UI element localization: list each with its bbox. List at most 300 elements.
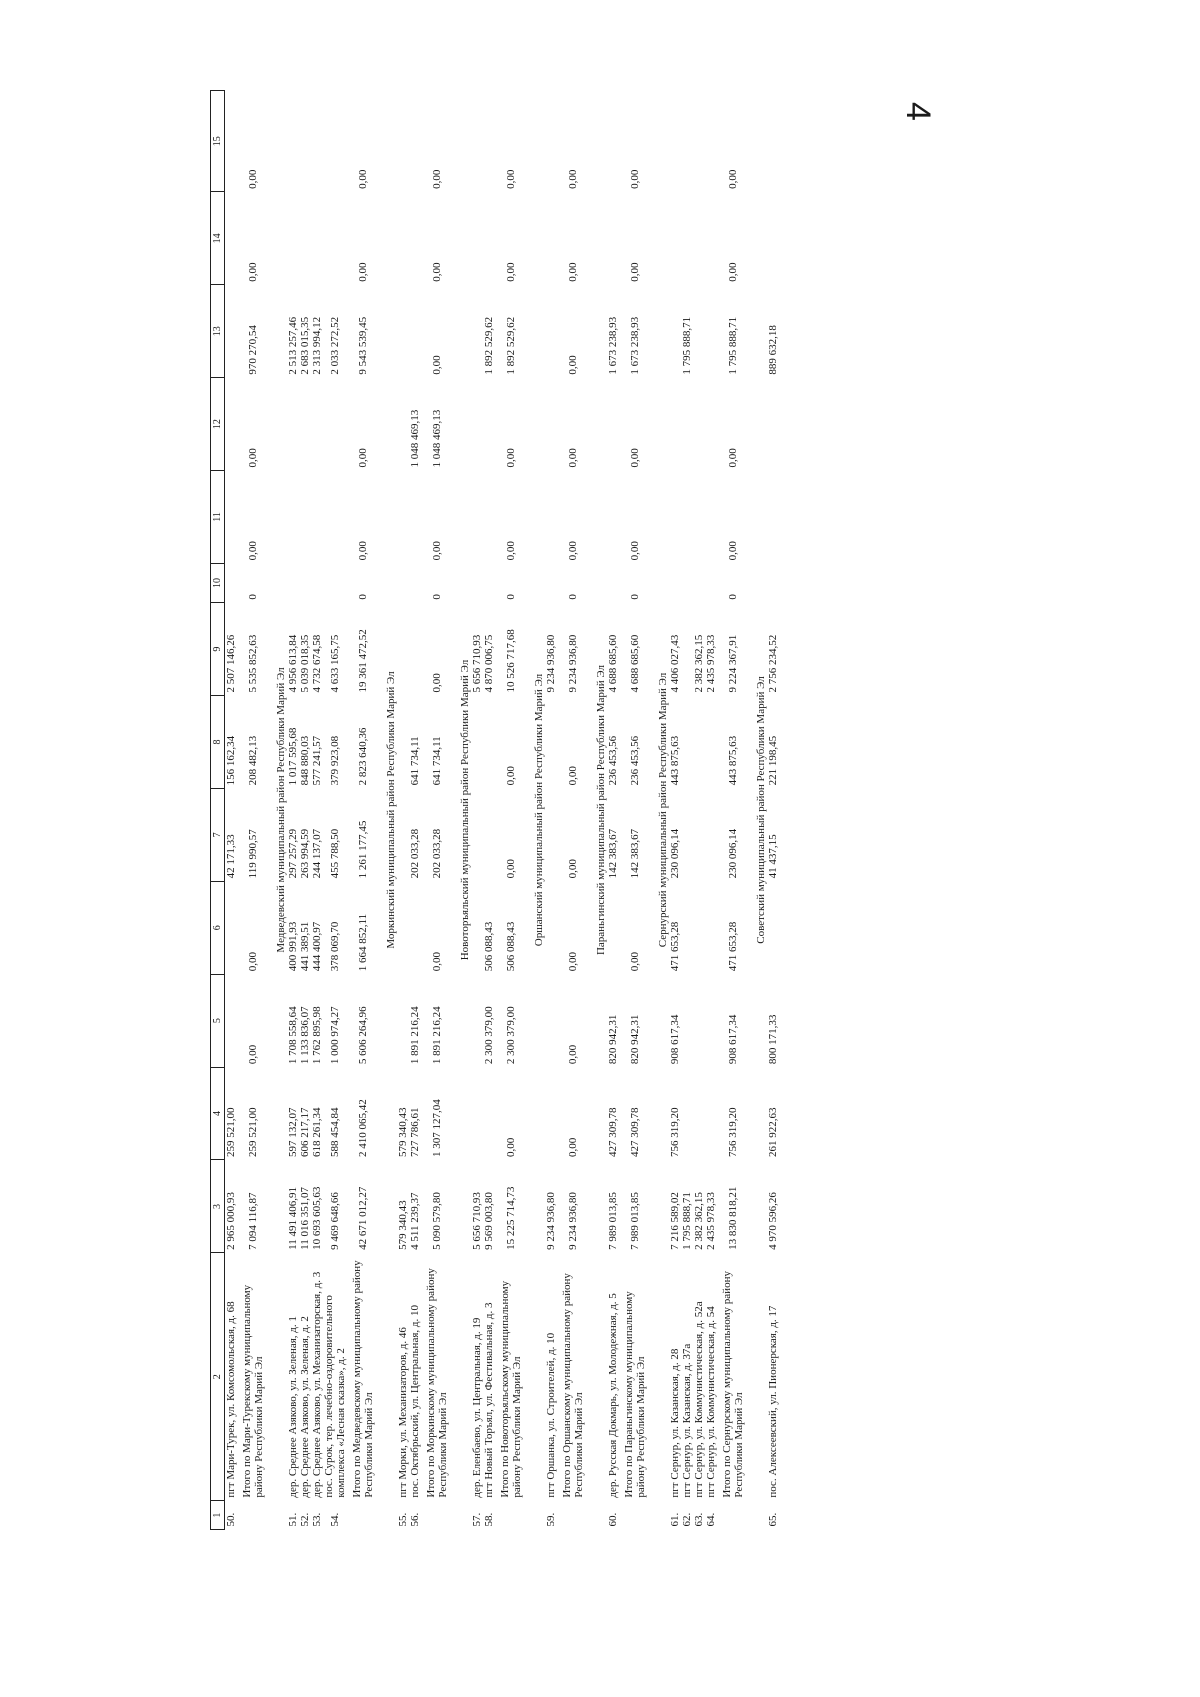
value-cell-7 [483,788,495,881]
value-cell-14 [471,192,483,285]
value-cell-5 [225,974,238,1067]
value-cell-14: 0,00 [247,262,259,282]
value-cell-6: 0,00 [431,951,443,972]
value-cell-15 [397,91,409,192]
column-number-15: 15 [211,91,225,192]
total-label: Итого по Новоторъяльскому муниципальному району Республики Марий Эл [499,1280,523,1498]
value-cell-9: 2 507 146,26 [225,634,237,693]
value-cell-8: 236 453,56 [629,735,641,786]
value-cell-4 [471,1067,483,1160]
table-row [225,91,238,1530]
value-cell-10: 0 [629,594,641,600]
value-cell-4: 0,00 [505,1137,517,1157]
address-cell: дер. Среднее Азяково, ул. Зеленая, д. 2 [299,1316,311,1498]
value-cell-14 [681,192,693,285]
value-cell-5: 1 133 836,07 [299,1006,311,1065]
row-number [619,1501,651,1530]
value-cell-12: 0,00 [727,448,739,468]
value-cell-13: 1 673 238,93 [607,316,619,375]
value-cell-3: 11 016 351,07 [299,1187,311,1250]
value-cell-4: 259 521,00 [247,1107,259,1157]
value-cell-9: 4 406 027,43 [669,634,681,693]
value-cell-11 [397,471,409,564]
row-number [717,1501,749,1530]
row-number [421,1501,453,1530]
value-cell-4: 2 410 065,42 [357,1099,369,1157]
value-cell-14 [287,192,299,285]
value-cell-10: 0 [567,594,579,600]
value-cell-3: 579 340,43 [397,1200,409,1250]
column-number-10: 10 [211,563,225,602]
value-cell-3: 4 970 596,26 [767,1192,779,1250]
district-section-title: Медведевский муниципальный район Республики Марий Эл [275,667,287,953]
value-cell-8: 1 017 595,68 [287,727,299,786]
value-cell-8: 208 482,13 [247,735,259,786]
district-total-row [619,91,651,1530]
value-cell-12 [287,378,299,471]
district-section-row [589,91,607,1530]
value-cell-10: 0 [505,594,517,600]
value-cell-6 [767,881,779,974]
value-cell-12 [705,378,717,471]
value-cell-11 [299,471,311,564]
table-row [311,91,323,1530]
value-cell-15: 0,00 [357,169,369,189]
value-cell-5 [681,974,693,1067]
district-section-row [749,91,767,1530]
value-cell-7: 244 137,07 [311,828,323,879]
value-cell-6 [471,881,483,974]
value-cell-6: 1 664 852,11 [357,913,369,972]
value-cell-7: 142 383,67 [629,828,641,879]
column-number-1: 1 [211,1501,225,1530]
column-number-2: 2 [211,1253,225,1501]
value-cell-14 [545,192,557,285]
value-cell-11 [607,471,619,564]
value-cell-9: 4 633 165,75 [329,634,341,693]
value-cell-11 [483,471,495,564]
district-total-row [557,91,589,1530]
value-cell-6: 0,00 [567,951,579,972]
value-cell-14: 0,00 [727,262,739,282]
value-cell-14: 0,00 [431,262,443,282]
value-cell-11: 0,00 [727,541,739,561]
value-cell-3: 11 491 406,91 [287,1187,299,1250]
value-cell-5: 800 171,33 [767,1014,779,1065]
row-number: 50. [225,1512,237,1527]
address-cell: дер. Среднее Азяково, ул. Зеленая, д. 1 [287,1316,299,1498]
table-row [669,91,681,1530]
value-cell-11: 0,00 [629,541,641,561]
value-cell-7 [693,788,705,881]
value-cell-13 [545,285,557,378]
value-cell-13 [409,285,421,378]
value-cell-11 [681,471,693,564]
value-cell-11: 0,00 [567,541,579,561]
district-section-title: Сернурский муниципальный район Республики Марий Эл [657,672,669,948]
table-row [767,91,779,1530]
value-cell-15 [225,91,238,192]
row-number: 57. [471,1512,483,1527]
value-cell-4: 427 309,78 [629,1107,641,1157]
address-cell: пгт Новый Торъял, ул. Фестивальная, д. 3 [483,1302,495,1498]
value-cell-9 [681,603,693,696]
column-number-header-row [211,91,225,1530]
value-cell-5: 2 300 379,00 [483,1006,495,1065]
table-row [545,91,557,1530]
district-section-title: Советский муниципальный район Республики Марий Эл [755,676,767,944]
value-cell-7: 119 990,57 [247,829,259,879]
value-cell-15 [767,91,779,192]
value-cell-8 [483,696,495,789]
row-number [557,1501,589,1530]
value-cell-12 [311,378,323,471]
table-row [471,91,483,1530]
address-cell: пгт Морки, ул. Механизаторов, д. 46 [397,1327,409,1498]
value-cell-12 [299,378,311,471]
value-cell-8: 0,00 [567,766,579,786]
value-cell-15: 0,00 [505,169,517,189]
value-cell-7: 1 261 177,45 [357,820,369,879]
value-cell-15 [287,91,299,192]
value-cell-4 [483,1067,495,1160]
value-cell-6: 0,00 [629,951,641,972]
value-cell-15: 0,00 [431,169,443,189]
value-cell-7: 41 437,15 [767,834,779,879]
value-cell-5: 1 762 895,98 [311,1006,323,1065]
table-row [409,91,421,1530]
total-label: Итого по Сернурскому муниципальному району Республики Марий Эл [721,1271,745,1498]
value-cell-3: 9 234 936,80 [567,1192,579,1250]
table-row [681,91,693,1530]
value-cell-10 [287,563,299,602]
value-cell-14 [705,192,717,285]
value-cell-5 [471,974,483,1067]
value-cell-15 [607,91,619,192]
value-cell-14 [693,192,705,285]
row-number: 58. [483,1512,495,1527]
value-cell-4: 618 261,34 [311,1107,323,1157]
value-cell-5: 1 708 558,64 [287,1006,299,1065]
value-cell-13: 1 892 529,62 [483,316,495,375]
address-cell: пгт Сернур, ул. Коммунистическая, д. 52а [693,1301,705,1498]
value-cell-8 [397,696,409,789]
value-cell-13 [471,285,483,378]
value-cell-6: 506 088,43 [483,921,495,972]
value-cell-12: 1 048 469,13 [409,409,421,468]
value-cell-4: 597 132,07 [287,1107,299,1157]
district-section-row [651,91,669,1530]
district-section-title: Оршанский муниципальный район Республики Марий Эл [533,673,545,947]
value-cell-15 [471,91,483,192]
value-cell-10: 0 [357,594,369,600]
value-cell-12: 0,00 [357,448,369,468]
column-number-13: 13 [211,285,225,378]
district-section-title: Параньгинский муниципальный район Республики Марий Эл [595,664,607,956]
value-cell-8 [705,696,717,789]
value-cell-5: 820 942,31 [607,1014,619,1065]
value-cell-14 [767,192,779,285]
value-cell-9: 19 361 472,52 [357,629,369,693]
value-cell-13: 1 795 888,71 [681,316,693,375]
address-cell: пгт Мари-Турек, ул. Комсомольская, д. 68 [225,1301,237,1498]
value-cell-5: 1 000 974,27 [329,1006,341,1065]
value-cell-4 [681,1067,693,1160]
value-cell-9 [409,603,421,696]
value-cell-12 [323,378,347,471]
value-cell-4: 427 309,78 [607,1107,619,1157]
value-cell-11: 0,00 [357,541,369,561]
value-cell-8: 641 734,11 [409,736,421,786]
value-cell-13: 2 513 257,46 [287,316,299,375]
district-section-title: Моркинский муниципальный район Республики Марий Эл [385,671,397,949]
value-cell-14: 0,00 [567,262,579,282]
value-cell-15: 0,00 [727,169,739,189]
value-cell-12: 0,00 [247,448,259,468]
value-cell-9: 2 382 362,15 [693,634,705,693]
value-cell-9: 4 688 685,60 [607,634,619,693]
value-cell-7: 455 788,50 [329,828,341,879]
value-cell-10 [705,563,717,602]
value-cell-7 [681,788,693,881]
value-cell-9: 2 756 234,52 [767,634,779,693]
value-cell-10 [545,563,557,602]
value-cell-15 [299,91,311,192]
value-cell-10 [311,563,323,602]
value-cell-11 [409,471,421,564]
column-number-5: 5 [211,974,225,1067]
total-label: Итого по Моркинскому муниципальному району Республики Марий Эл [425,1268,449,1498]
value-cell-9: 9 224 367,91 [727,634,739,693]
value-cell-15: 0,00 [629,169,641,189]
value-cell-12 [767,378,779,471]
value-cell-5: 2 300 379,00 [505,1006,517,1065]
value-cell-15 [681,91,693,192]
value-cell-10: 0 [727,594,739,600]
value-cell-11 [705,471,717,564]
address-cell: пгт Сернур, ул. Казанская, д. 37а [681,1343,693,1498]
value-cell-15 [483,91,495,192]
value-cell-10 [409,563,421,602]
total-label: Итого по Медведевскому муниципальному району Республики Марий Эл [351,1260,375,1498]
value-cell-15: 0,00 [247,169,259,189]
district-total-row [237,91,269,1530]
value-cell-4: 606 217,17 [299,1107,311,1157]
value-cell-8: 0,00 [505,766,517,786]
value-cell-5: 1 891 216,24 [431,1006,443,1065]
value-cell-6 [545,881,557,974]
value-cell-10: 0 [431,594,443,600]
value-cell-11 [323,471,347,564]
value-cell-3: 9 569 003,80 [483,1192,495,1250]
column-number-14: 14 [211,192,225,285]
row-number: 55. [397,1512,409,1527]
value-cell-10 [669,563,681,602]
value-cell-6: 441 389,51 [299,921,311,972]
row-number [237,1501,269,1530]
value-cell-15: 0,00 [567,169,579,189]
document-sheet [210,90,970,1530]
value-cell-13: 9 543 539,45 [357,316,369,375]
row-number: 54. [329,1512,341,1527]
value-cell-14 [311,192,323,285]
value-cell-14 [483,192,495,285]
district-section-row [379,91,397,1530]
value-cell-12 [545,378,557,471]
value-cell-11 [767,471,779,564]
value-cell-7: 202 033,28 [409,828,421,879]
value-cell-14 [225,192,238,285]
value-cell-4: 588 454,84 [329,1107,341,1157]
value-cell-8 [681,696,693,789]
value-cell-3: 4 511 239,37 [409,1192,421,1250]
value-cell-10 [607,563,619,602]
value-cell-9: 4 870 006,75 [483,634,495,693]
value-cell-11 [287,471,299,564]
table-row [693,91,705,1530]
value-cell-12: 0,00 [629,448,641,468]
value-cell-4: 756 319,20 [727,1107,739,1157]
value-cell-8: 236 453,56 [607,735,619,786]
value-cell-5 [705,974,717,1067]
value-cell-13 [705,285,717,378]
column-number-6: 6 [211,881,225,974]
address-cell: дер. Русская Докмарь, ул. Молодежная, д. 5 [607,1293,619,1498]
district-section-title: Новоторъяльский муниципальный район Республики Марий Эл [459,659,471,961]
value-cell-13 [397,285,409,378]
address-cell: дер. Среднее Азяково, ул. Механизаторская, д. 3 [311,1271,323,1498]
value-cell-13: 889 632,18 [767,325,779,375]
value-cell-8: 443 875,63 [727,735,739,786]
value-cell-5: 0,00 [247,1044,259,1065]
value-cell-11 [225,471,238,564]
value-cell-12 [681,378,693,471]
value-cell-3: 42 671 012,27 [357,1186,369,1250]
value-cell-4: 261 922,63 [767,1107,779,1157]
table-row [607,91,619,1530]
district-section-row [527,91,545,1530]
district-total-row [347,91,379,1530]
value-cell-14 [607,192,619,285]
value-cell-8: 156 162,34 [225,735,237,786]
address-cell: пгт Оршанка, ул. Строителей, д. 10 [545,1332,557,1498]
value-cell-9: 10 526 717,68 [505,629,517,693]
row-number: 52. [299,1512,311,1527]
value-cell-9: 9 234 936,80 [567,634,579,693]
value-cell-3: 13 830 818,21 [727,1186,739,1250]
district-total-row [717,91,749,1530]
table-row [397,91,409,1530]
column-number-8: 8 [211,696,225,789]
value-cell-11: 0,00 [247,541,259,561]
value-cell-6 [397,881,409,974]
value-cell-6: 444 400,97 [311,921,323,972]
row-number: 65. [767,1512,779,1527]
row-number [347,1501,379,1530]
value-cell-6: 378 069,70 [329,921,341,972]
value-cell-8: 2 823 640,36 [357,727,369,786]
value-cell-11: 0,00 [431,541,443,561]
value-cell-7: 297 257,29 [287,828,299,879]
value-cell-8: 577 241,57 [311,735,323,786]
value-cell-3: 7 989 013,85 [607,1192,619,1250]
value-cell-15 [323,91,347,192]
value-cell-7: 230 096,14 [727,828,739,879]
row-number: 59. [545,1512,557,1527]
value-cell-6 [225,881,238,974]
value-cell-12: 1 048 469,13 [431,409,443,468]
value-cell-5: 820 942,31 [629,1014,641,1065]
value-cell-3: 5 090 579,80 [431,1192,443,1250]
value-cell-10 [681,563,693,602]
value-cell-9: 4 732 674,58 [311,634,323,693]
value-cell-13: 970 270,54 [247,325,259,375]
value-cell-12 [483,378,495,471]
address-cell: пгт Сернур, ул. Казанская, д. 28 [669,1348,681,1498]
column-number-11: 11 [211,471,225,564]
address-cell: пос. Октябрьский, ул. Центральная, д. 10 [409,1305,421,1498]
value-cell-9: 4 688 685,60 [629,634,641,693]
row-number: 63. [693,1512,705,1527]
row-number: 53. [311,1512,323,1527]
value-cell-4: 727 786,61 [409,1107,421,1157]
value-cell-13: 2 683 015,35 [299,316,311,375]
value-cell-9: 9 234 936,80 [545,634,557,693]
value-cell-15 [409,91,421,192]
value-cell-11 [311,471,323,564]
address-cell: дер. Еленбаево, ул. Центральная, д. 19 [471,1317,483,1498]
row-number [495,1501,527,1530]
value-cell-13: 0,00 [567,355,579,375]
value-cell-7: 0,00 [505,859,517,879]
value-cell-6: 471 653,28 [727,921,739,972]
value-cell-6 [681,881,693,974]
value-cell-12 [669,378,681,471]
value-cell-4: 579 340,43 [397,1107,409,1157]
total-label: Итого по Оршанскому муниципальному району Республики Марий Эл [561,1273,585,1498]
value-cell-5: 1 891 216,24 [409,1006,421,1065]
row-number: 61. [669,1512,681,1527]
value-cell-4 [693,1067,705,1160]
value-cell-7 [397,788,409,881]
value-cell-8: 848 880,03 [299,735,311,786]
value-cell-14 [409,192,421,285]
total-label: Итого по Параньгинскому муниципальному району Республики Марий Эл [623,1291,647,1498]
value-cell-4: 1 307 127,04 [431,1099,443,1157]
value-cell-4: 0,00 [567,1137,579,1157]
value-cell-13: 0,00 [431,355,443,375]
value-cell-14 [669,192,681,285]
column-number-7: 7 [211,788,225,881]
district-total-row [421,91,453,1530]
value-cell-8: 641 734,11 [431,736,443,786]
value-cell-3: 9 234 936,80 [545,1192,557,1250]
value-cell-3: 7 989 013,85 [629,1192,641,1250]
table-row [299,91,311,1530]
value-cell-6 [607,881,619,974]
value-cell-8: 379 923,08 [329,735,341,786]
value-cell-8 [471,696,483,789]
value-cell-14: 0,00 [505,262,517,282]
value-cell-12 [607,378,619,471]
value-cell-7: 142 383,67 [607,828,619,879]
value-cell-10 [397,563,409,602]
value-cell-5: 908 617,34 [727,1014,739,1065]
value-cell-3: 7 216 589,02 [669,1192,681,1250]
value-cell-4: 756 319,20 [669,1107,681,1157]
value-cell-7: 202 033,28 [431,828,443,879]
value-cell-6: 471 653,28 [669,921,681,972]
